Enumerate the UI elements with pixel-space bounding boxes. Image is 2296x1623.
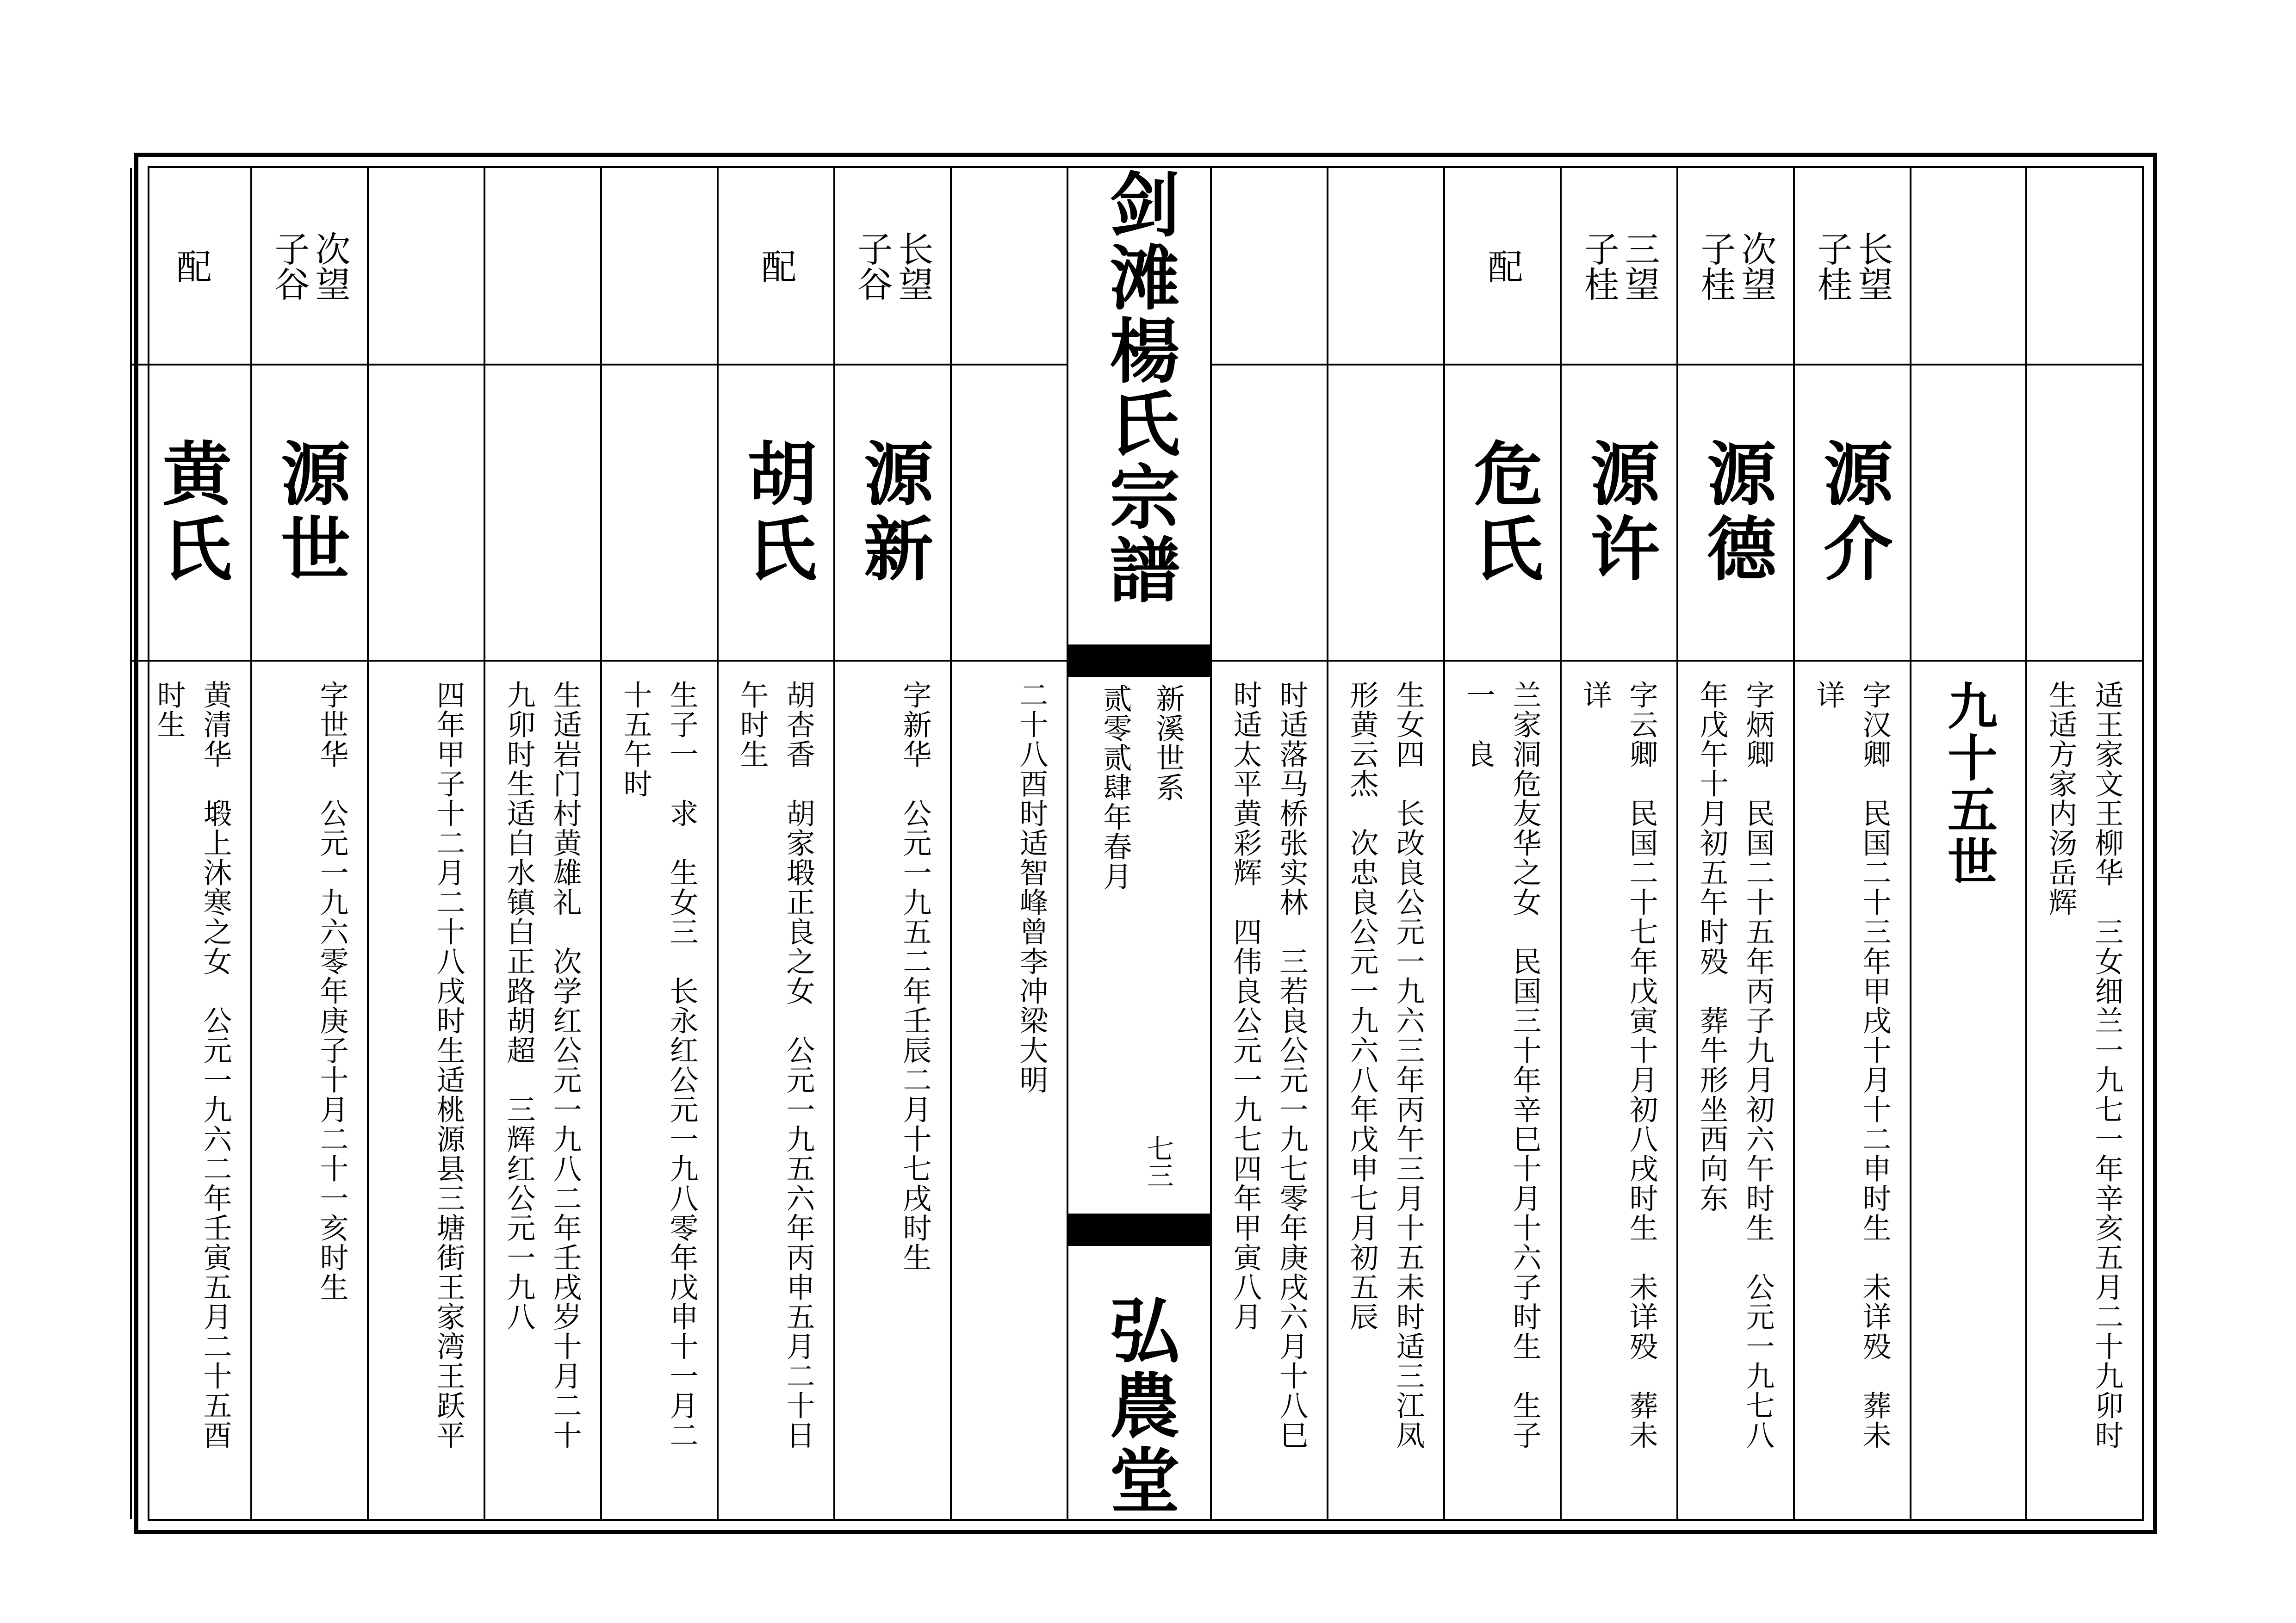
relation-cell xyxy=(252,168,367,365)
record-text: 字汉卿 民国二十三年甲戌十月十二申时生 未详殁 葬未详 xyxy=(1812,680,1892,1450)
person-name: 源新 xyxy=(852,438,933,588)
name-cell xyxy=(835,365,950,662)
relation-label: 配 xyxy=(171,248,212,284)
record-text: 兰家洞危友华之女 民国三十年辛巳十月十六子时生 生子一 良 xyxy=(1462,680,1542,1450)
relation-cell xyxy=(369,168,484,365)
page-number: 七三 xyxy=(1142,1135,1174,1189)
relation-label: 次望 子桂 xyxy=(1695,230,1777,301)
name-cell xyxy=(1328,365,1443,662)
record-text: 字新华 公元一九五二年壬辰二月十七戌时生 xyxy=(898,680,932,1272)
name-cell xyxy=(1212,365,1327,662)
column-c16 xyxy=(250,168,367,1519)
relation-label: 三望 子桂 xyxy=(1578,230,1660,301)
branch-label: 新溪世系 xyxy=(1151,684,1185,802)
genealogy-title: 剑滩楊氏宗譜 xyxy=(1098,168,1181,607)
name-cell xyxy=(1795,365,1910,662)
record-text: 生子一 求 生女三 长永红公元一九八零年戊申十一月二十五午时 xyxy=(619,680,699,1450)
column-c5 xyxy=(1560,168,1676,1519)
record-cell xyxy=(1911,662,2025,1519)
relation-cell xyxy=(2027,168,2142,365)
record-text: 适王家文王柳华 三女细兰一九七一年辛亥五月二十九卯时生适方家内汤岳辉 xyxy=(2044,680,2124,1450)
name-cell xyxy=(1911,365,2025,662)
record-cell xyxy=(602,662,717,1519)
record-cell xyxy=(369,662,484,1519)
column-c2 xyxy=(1910,168,2025,1519)
relation-label: 长望 子桂 xyxy=(1812,230,1893,301)
record-cell xyxy=(485,662,600,1519)
relation-label: 配 xyxy=(756,248,797,284)
spine-divider-bottom xyxy=(1068,1214,1210,1246)
column-c14 xyxy=(484,168,600,1519)
name-cell xyxy=(485,365,600,662)
relation-label: 长望 子谷 xyxy=(852,230,934,301)
relation-cell xyxy=(602,168,717,365)
person-name: 源德 xyxy=(1695,438,1776,588)
name-cell xyxy=(252,365,367,662)
relation-cell xyxy=(835,168,950,365)
relation-cell xyxy=(132,168,250,365)
name-cell xyxy=(369,365,484,662)
record-cell xyxy=(252,662,367,1519)
record-cell xyxy=(835,662,950,1519)
compilation-date: 贰零贰肆年春月 xyxy=(1098,684,1132,891)
person-name: 胡氏 xyxy=(735,438,817,588)
genealogy-table xyxy=(148,166,2144,1521)
column-c8 xyxy=(1210,168,1327,1519)
spine-divider-top xyxy=(1068,644,1210,677)
name-cell xyxy=(1562,365,1676,662)
name-cell xyxy=(132,365,250,662)
column-c15 xyxy=(367,168,484,1519)
column-c12 xyxy=(717,168,833,1519)
person-name: 源世 xyxy=(269,438,350,588)
record-cell xyxy=(132,662,250,1519)
relation-label: 配 xyxy=(1482,248,1523,284)
record-text: 生适岩门村黄雄礼 次学红公元一九八二年壬戌岁十月二十九卯时生适白水镇白正路胡超 三辉红公元一九八 xyxy=(502,680,582,1450)
record-text: 字炳卿 民国二十五年丙子九月初六午时生 公元一九七八年戊午十月初五午时殁 葬牛形坐西向东 xyxy=(1695,680,1775,1450)
name-cell xyxy=(1445,365,1560,662)
column-c11 xyxy=(833,168,950,1519)
relation-cell xyxy=(719,168,833,365)
person-name: 源许 xyxy=(1578,438,1660,588)
column-c17 xyxy=(130,168,250,1519)
relation-cell xyxy=(485,168,600,365)
column-c4 xyxy=(1676,168,1793,1519)
record-text: 生女四 长改良公元一九六三年丙午三月十五未时适三江凤形黄云杰 次忠良公元一九六八年戊申七月初五辰 xyxy=(1345,680,1425,1450)
record-cell xyxy=(1795,662,1910,1519)
record-text: 二十八酉时适智峰曾李冲梁大明 xyxy=(1015,680,1049,1095)
name-cell xyxy=(952,365,1067,662)
column-c10 xyxy=(950,168,1067,1519)
generation-label: 九十五世 xyxy=(1939,680,1998,887)
record-text: 胡杏香 胡家塅正良之女 公元一九五六年丙申五月二十日午时生 xyxy=(735,680,815,1450)
record-text: 时适落马桥张实林 三若良公元一九七零年庚戌六月十八巳时适太平黄彩辉 四伟良公元一九七四年甲寅八月 xyxy=(1229,680,1309,1450)
relation-cell xyxy=(1445,168,1560,365)
person-name: 黄氏 xyxy=(150,438,232,588)
relation-cell xyxy=(1678,168,1793,365)
record-cell xyxy=(1212,662,1327,1519)
record-cell xyxy=(1328,662,1443,1519)
center-spine xyxy=(1067,168,1210,1519)
record-text: 字世华 公元一九六零年庚子十月二十一亥时生 xyxy=(315,680,349,1302)
name-cell xyxy=(719,365,833,662)
record-cell xyxy=(1562,662,1676,1519)
record-text: 字云卿 民国二十七年戊寅十月初八戌时生 未详殁 葬未详 xyxy=(1578,680,1658,1450)
record-cell xyxy=(1445,662,1560,1519)
record-cell xyxy=(2027,662,2142,1519)
column-c3 xyxy=(1793,168,1910,1519)
column-c13 xyxy=(600,168,717,1519)
name-cell xyxy=(2027,365,2142,662)
relation-cell xyxy=(1911,168,2025,365)
relation-cell xyxy=(1212,168,1327,365)
name-cell xyxy=(602,365,717,662)
genealogy-page-frame xyxy=(134,153,2157,1534)
record-cell xyxy=(1678,662,1793,1519)
relation-cell xyxy=(952,168,1067,365)
relation-cell xyxy=(1328,168,1443,365)
column-c1 xyxy=(2025,168,2142,1519)
column-c6 xyxy=(1443,168,1560,1519)
relation-cell xyxy=(1795,168,1910,365)
record-cell xyxy=(719,662,833,1519)
relation-cell xyxy=(1562,168,1676,365)
record-cell xyxy=(952,662,1067,1519)
person-name: 危氏 xyxy=(1462,438,1543,588)
record-text: 四年甲子十二月二十八戌时生适桃源县三塘街王家湾王跃平 xyxy=(432,680,465,1450)
column-container xyxy=(149,168,2142,1519)
name-cell xyxy=(1678,365,1793,662)
person-name: 源介 xyxy=(1812,438,1893,588)
relation-label: 次望 子谷 xyxy=(269,230,351,301)
hall-name: 弘農堂 xyxy=(1098,1294,1181,1519)
column-c7 xyxy=(1327,168,1443,1519)
record-text: 黄清华 塅上沐寒之女 公元一九六二年壬寅五月二十五酉时生 xyxy=(152,680,232,1450)
